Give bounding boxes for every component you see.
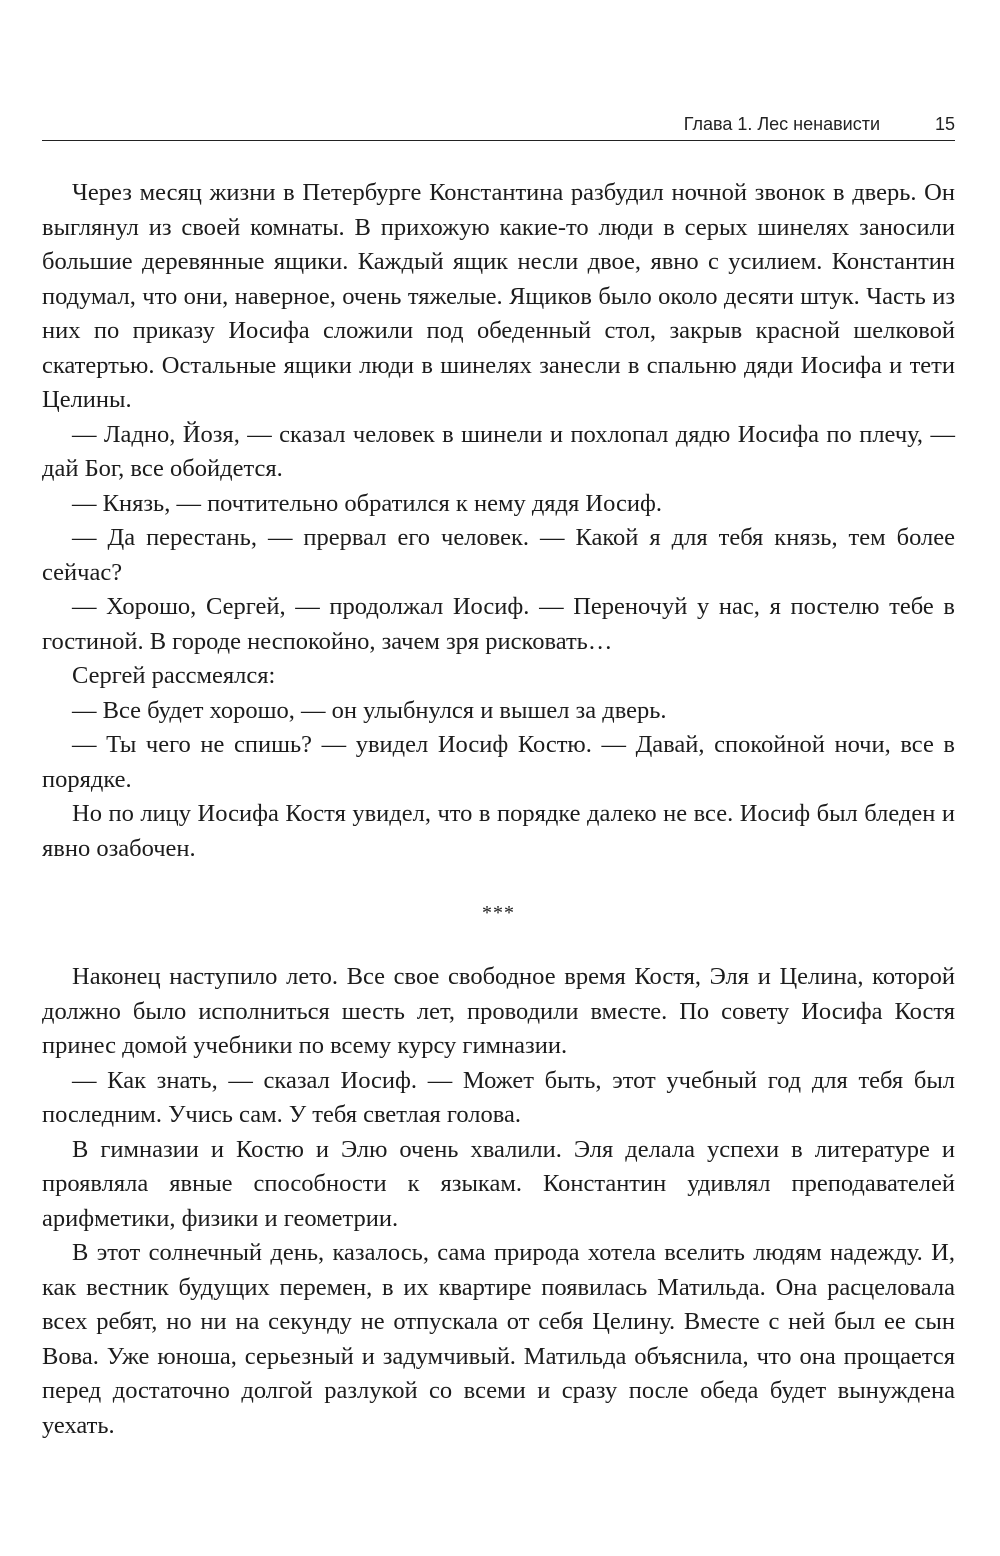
body-text xyxy=(42,176,955,1443)
paragraph: — Ты чего не спишь? — увидел Иосиф Костю. — Давай, спокойной ночи, все в порядке. xyxy=(42,731,955,793)
section-separator: *** xyxy=(482,902,515,924)
paragraph: Но по лицу Иосифа Костя увидел, что в порядке далеко не все. Иосиф был бледен и явно озабочен. xyxy=(42,800,955,862)
paragraph: — Как знать, — сказал Иосиф. — Может быть, этот учебный год для тебя был последним. Учись сам. У тебя светлая голова. xyxy=(42,1066,955,1128)
chapter-title: Глава 1. Лес ненависти xyxy=(683,114,880,134)
paragraph: — Хорошо, Сергей, — продолжал Иосиф. — Переночуй у нас, я постелю тебе в гостиной. В городе неспокойно, зачем зря рисковать… xyxy=(42,593,955,655)
header-rule xyxy=(42,140,955,141)
page-number: 15 xyxy=(934,114,955,134)
paragraph: В гимназии и Костю и Элю очень хвалили. Эля делала успехи в литературе и проявляла явные способности к языкам. Константин удивлял преподавателей арифметики, физики и геометрии. xyxy=(42,1135,955,1232)
paragraph: Наконец наступило лето. Все свое свободное время Костя, Эля и Целина, которой должно было исполниться шесть лет, проводили вместе. По совету Иосифа Костя принес домой учебники по всему курсу гимназии. xyxy=(42,963,955,1059)
paragraph: Через месяц жизни в Петербурге Константина разбудил ночной звонок в дверь. Он выглянул из своей комнаты. В прихожую какие-то люди в серых шинелях заносили большие деревянные ящики. Каждый ящик несли двое, явно с усилием. Константин подумал, что они, наверное, очень тяжелые. Ящиков было около десяти штук. Часть из них по приказу Иосифа сложили под обеденный стол, закрыв красной шелковой скатертью. Остальные ящики люди в шинелях занесли в спальню дяди Иосифа и тети Целины. xyxy=(42,179,955,413)
paragraph: — Ладно, Йозя, — сказал человек в шинели и похлопал дядю Иосифа по плечу, — дай Бог, все обойдется. xyxy=(42,420,955,482)
paragraph: — Да перестань, — прервал его человек. — Какой я для тебя князь, тем более сейчас? xyxy=(42,524,955,586)
paragraph: В этот солнечный день, казалось, сама природа хотела вселить людям надежду. И, как вестник будущих перемен, в их квартире появилась Матильда. Она расцеловала всех ребят, но ни на секунду не отпускала от себя Целину. Вместе с ней был ее сын Вова. Уже юноша, серьезный и задумчивый. Матильда объяснила, что она прощается перед достаточно долгой разлукой со всеми и сразу после обеда будет вынуждена уехать. xyxy=(42,1239,955,1439)
running-header xyxy=(42,112,955,140)
paragraph: — Все будет хорошо, — он улыбнулся и вышел за дверь. xyxy=(72,696,667,724)
paragraph: Сергей рассмеялся: xyxy=(72,662,276,689)
paragraph: — Князь, — почтительно обратился к нему дядя Иосиф. xyxy=(72,489,662,517)
